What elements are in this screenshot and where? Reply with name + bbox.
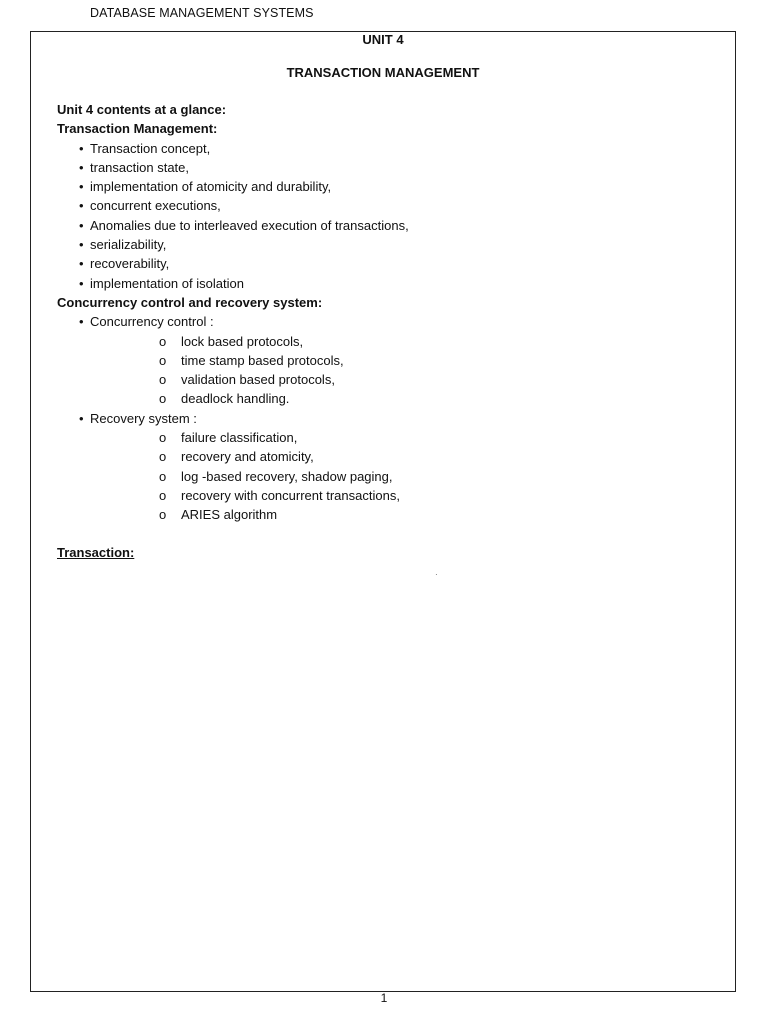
sub-list-item bbox=[57, 370, 707, 389]
list-item bbox=[57, 312, 707, 331]
sub-list-item bbox=[57, 389, 707, 408]
sub-list-item-text: log -based recovery, shadow paging, bbox=[181, 468, 393, 484]
bullet-icon: • bbox=[79, 140, 84, 156]
list-item-text: implementation of atomicity and durability, bbox=[90, 179, 332, 195]
bullet-icon: • bbox=[79, 256, 84, 272]
list-item-text: implementation of isolation bbox=[90, 275, 244, 291]
bullet-icon: • bbox=[79, 198, 84, 214]
stray-mark: · bbox=[435, 570, 438, 579]
bullet-icon: • bbox=[79, 275, 84, 291]
circle-bullet-icon: o bbox=[159, 487, 167, 503]
section-heading-concurrency-recovery: Concurrency control and recovery system: bbox=[57, 294, 323, 310]
transaction-heading: Transaction: bbox=[57, 544, 135, 560]
circle-bullet-icon: o bbox=[159, 507, 167, 523]
contents-intro: Unit 4 contents at a glance: bbox=[57, 102, 227, 117]
sub-list-item-text: deadlock handling. bbox=[181, 391, 290, 407]
sub-list-item-text: ARIES algorithm bbox=[181, 507, 278, 523]
sub-list-item-text: recovery and atomicity, bbox=[181, 449, 314, 465]
sub-list-item-text: recovery with concurrent transactions, bbox=[181, 487, 400, 503]
circle-bullet-icon: o bbox=[159, 468, 167, 484]
sub-list-item bbox=[57, 467, 707, 486]
list-item-text: Anomalies due to interleaved execution of transactions, bbox=[90, 217, 409, 233]
list-item bbox=[57, 409, 707, 428]
circle-bullet-icon: o bbox=[159, 352, 167, 368]
page-frame bbox=[30, 31, 736, 992]
list-item bbox=[57, 274, 707, 293]
list-item bbox=[57, 158, 707, 177]
section-heading-transaction-management: Transaction Management: bbox=[57, 121, 218, 137]
list-item bbox=[57, 177, 707, 196]
list-item-text: recoverability, bbox=[90, 256, 170, 272]
sub-list-item bbox=[57, 447, 707, 466]
bullet-icon: • bbox=[79, 314, 84, 330]
circle-bullet-icon: o bbox=[159, 430, 167, 446]
spacer bbox=[57, 525, 707, 543]
list-item-text: Transaction concept, bbox=[90, 140, 211, 156]
sub-list-item-text: lock based protocols, bbox=[181, 333, 304, 349]
sub-list-item bbox=[57, 428, 707, 447]
list-item bbox=[57, 139, 707, 158]
list-item bbox=[57, 254, 707, 273]
bullet-icon: • bbox=[79, 179, 84, 195]
circle-bullet-icon: o bbox=[159, 333, 167, 349]
list-item-text: serializability, bbox=[90, 237, 167, 253]
page-number: 1 bbox=[380, 991, 388, 1005]
sub-list-item-text: failure classification, bbox=[181, 430, 298, 446]
list-item bbox=[57, 235, 707, 254]
sub-list-item bbox=[57, 351, 707, 370]
circle-bullet-icon: o bbox=[159, 391, 167, 407]
bullet-icon: • bbox=[79, 237, 84, 253]
list-item-text: Concurrency control : bbox=[90, 314, 214, 330]
running-header: DATABASE MANAGEMENT SYSTEMS bbox=[90, 6, 314, 20]
list-item-text: Recovery system : bbox=[90, 410, 197, 426]
list-item bbox=[57, 196, 707, 215]
list-item-text: concurrent executions, bbox=[90, 198, 221, 214]
document-title: TRANSACTION MANAGEMENT bbox=[286, 65, 480, 80]
sub-list-item-text: time stamp based protocols, bbox=[181, 352, 344, 368]
circle-bullet-icon: o bbox=[159, 372, 167, 388]
bullet-icon: • bbox=[79, 217, 84, 233]
sub-list-item bbox=[57, 505, 707, 524]
unit-title: UNIT 4 bbox=[362, 32, 404, 47]
circle-bullet-icon: o bbox=[159, 449, 167, 465]
sub-list-item bbox=[57, 486, 707, 505]
bullet-icon: • bbox=[79, 159, 84, 175]
bullet-icon: • bbox=[79, 410, 84, 426]
list-item-text: transaction state, bbox=[90, 159, 189, 175]
sub-list-item-text: validation based protocols, bbox=[181, 372, 335, 388]
document-body bbox=[57, 100, 707, 562]
list-item bbox=[57, 216, 707, 235]
sub-list-item bbox=[57, 332, 707, 351]
